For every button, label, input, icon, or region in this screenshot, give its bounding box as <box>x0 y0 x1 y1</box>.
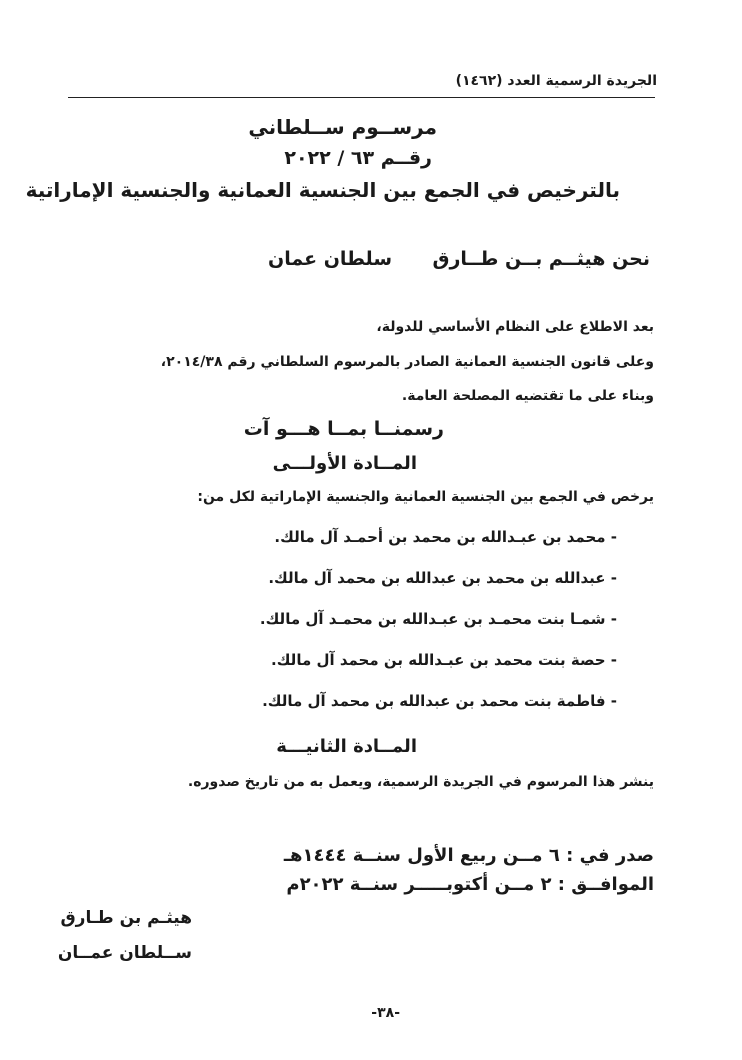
list-item: - فاطمة بنت محمد بن عبدالله بن محمد آل مالك. <box>262 692 617 710</box>
article-1-intro: يرخص في الجمع بين الجنسية العمانية والجنسية الإماراتية لكل من: <box>197 489 654 505</box>
issue-date-gregorian: الموافــق : ٢ مــن أكتوبـــــر سنــة ٢٠٢٢م <box>286 874 654 895</box>
sovereign-name: نحن هيثــم بــن طــارق <box>432 248 650 270</box>
decree-subject: بالترخيص في الجمع بين الجنسية العمانية والجنسية الإماراتية <box>25 178 620 202</box>
list-item: - حصة بنت محمد بن عبـدالله بن محمد آل مالك. <box>271 651 617 669</box>
decree-title: مرســوم ســلطاني <box>248 115 437 139</box>
page-number: -٣٨- <box>371 1005 400 1021</box>
preamble-line: وبناء على ما تقتضيه المصلحة العامة. <box>401 388 654 404</box>
sovereign-title: سلطان عمان <box>268 248 392 270</box>
article-2-text: ينشر هذا المرسوم في الجريدة الرسمية، ويعمل به من تاريخ صدوره. <box>187 774 654 790</box>
signature-title: ســلطان عمــان <box>57 943 192 963</box>
decree-phrase: رسمنــا بمــا هـــو آت <box>243 418 444 440</box>
list-item: - عبدالله بن محمد بن عبدالله بن محمد آل مالك. <box>268 569 617 587</box>
issue-date-hijri: صدر في : ٦ مــن ربيع الأول سنــة ١٤٤٤هـ <box>283 845 654 866</box>
header-divider <box>68 97 655 98</box>
decree-number: رقــم ٦٣ / ٢٠٢٢ <box>284 147 432 169</box>
article-2-heading: المــادة الثانيـــة <box>276 736 417 757</box>
journal-header: الجريدة الرسمية العدد (١٤٦٢) <box>455 73 657 89</box>
list-item: - شمـا بنت محمـد بن عبـدالله بن محمـد آل مالك. <box>259 610 617 628</box>
list-item: - محمد بن عبـدالله بن محمد بن أحمـد آل مالك. <box>274 528 617 546</box>
article-1-heading: المــادة الأولـــى <box>272 453 417 474</box>
preamble-line: بعد الاطلاع على النظام الأساسي للدولة، <box>376 319 654 335</box>
preamble-line: وعلى قانون الجنسية العمانية الصادر بالمرسوم السلطاني رقم ٢٠١٤/٣٨، <box>160 354 654 370</box>
signature-name: هيثـم بن طـارق <box>60 908 192 928</box>
